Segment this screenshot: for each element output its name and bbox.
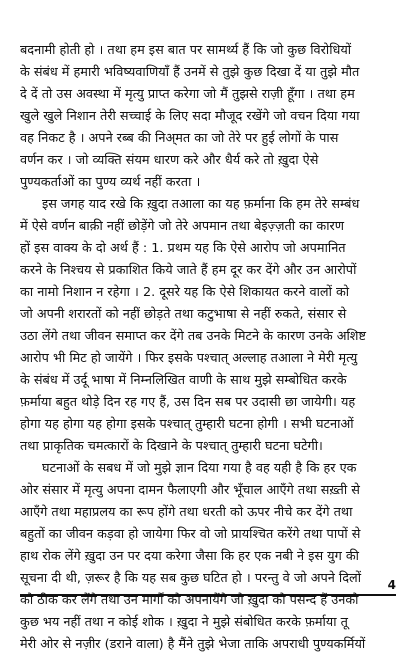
text-line: खुले खुले निशान तेरी सच्चाई के लिए सदा मौजूद रखेंगे जो वचन दिया गया	[20, 109, 360, 124]
text-line: मेरी ओर से नज़ीर (डराने वाला) है मैंने तुझे भेजा ताकि अपराधी पुण्यकर्मियों	[20, 637, 366, 652]
text-line: आएँगे तथा महाप्रलय का रूप होंगे तथा धरती को ऊपर नीचे कर देंगे तथा	[20, 505, 353, 520]
text-line: को ठीक कर लेंगे तथा उन मार्गों को अपनायेंगे जो ख़ुदा को पसन्द हैं उनको	[20, 593, 359, 608]
text-line: वर्णन कर । जो व्यक्ति संयम धारण करे और धैर्य करे तो ख़ुदा ऐसे	[20, 153, 319, 168]
text-line: तथा प्राकृतिक चमत्कारों के दिखाने के पश्चात् तुम्हारी घटना घटेगी।	[20, 439, 323, 454]
text-line: दे दें तो उस अवस्था में मृत्यु प्राप्त करेगा जो मैं तुझसे राज़ी हूँगा । तथा हम	[20, 87, 355, 102]
text-line: सूचना दी थी, ज़रूर है कि यह सब कुछ घटित हो । परन्तु वे जो अपने दिलों	[20, 571, 362, 586]
text-line: फ़र्माया बहुत थोड़े दिन रह गए हैं, उस दिन सब पर उदासी छा जायेगी। यह	[20, 395, 356, 410]
text-line: का नामो निशान न रहेगा । 2. दूसरे यह कि ऐसे शिकायत करने वालों को	[20, 285, 350, 300]
text-line: बदनामी होती हो । तथा हम इस बात पर सामर्थ्य हैं कि जो कुछ विरोधियों	[20, 43, 352, 58]
text-line: कुछ भय नहीं तथा न कोई शोक । ख़ुदा ने मुझे संबोधित करके फ़र्माया तू	[20, 615, 348, 630]
text-line: आरोप भी मिट हो जायेंगे । फिर इसके पश्चात् अल्लाह तआला ने मेरी मृत्यु	[20, 351, 358, 366]
text-line: हों इस वाक्य के दो अर्थ हैं : 1. प्रथम यह कि ऐसे आरोप जो अपमानित	[20, 241, 346, 256]
footer-rule	[20, 594, 396, 596]
text-line: बहुतों का जीवन कड़वा हो जायेगा फिर वो जो प्रायश्चित करेंगे तथा पापों से	[20, 527, 361, 542]
text-line: में ऐसे वर्णन बाक़ी नहीं छोड़ेंगे जो तेरे अपमान तथा बेइज़्ज़ती का कारण	[20, 219, 344, 234]
text-line: घटनाओं के सबध में जो मुझे ज्ञान दिया गया है वह यही है कि हर एक	[42, 461, 357, 476]
text-line: के संबंध में हमारी भविष्यवाणियाँ हैं उनमें से तुझे कुछ दिखा दें या तुझे मौत	[20, 65, 360, 80]
text-line: वह निकट है । अपने रब्ब की निअ्मत का जो तेरे पर हुई लोगों के पास	[20, 131, 339, 146]
text-line: इस जगह याद रखे कि ख़ुदा तआला का यह फ़र्माना कि हम तेरे सम्बंध	[42, 197, 360, 212]
text-line: पुण्यकर्ताओं का पुण्य व्यर्थ नहीं करता ।	[20, 175, 201, 190]
text-line: हाथ रोक लेंगे ख़ुदा उन पर दया करेगा जैसा कि हर एक नबी ने इस युग की	[20, 549, 360, 564]
text-line: होगा यह होगा यह होगा इसके पश्चात् तुम्हारी घटना होगी । सभी घटनाओं	[20, 417, 354, 432]
body-text	[20, 40, 398, 656]
text-line: जो अपनी शरारतों को नहीं छोड़ते तथा कटुभाषा से नहीं रुकते, संसार से	[20, 307, 347, 322]
text-line: ओर संसार में मृत्यु अपना दामन फैलाएगी और भूँचाल आएँगे तथा सख़्ती से	[20, 483, 360, 498]
page-number: 4	[387, 578, 396, 592]
text-line: करने के निश्चय से प्रकाशित किये जाते हैं हम दूर कर देंगे और उन आरोपों	[20, 263, 357, 278]
text-line: उठा लेंगे तथा जीवन समाप्त कर देंगे तब उनके मिटने के कारण उनके अशिष्ट	[20, 329, 366, 344]
text-line: के संबंध में उर्दू भाषा में निम्नलिखित वाणी के साथ मुझे सम्बोधित करके	[20, 373, 347, 388]
